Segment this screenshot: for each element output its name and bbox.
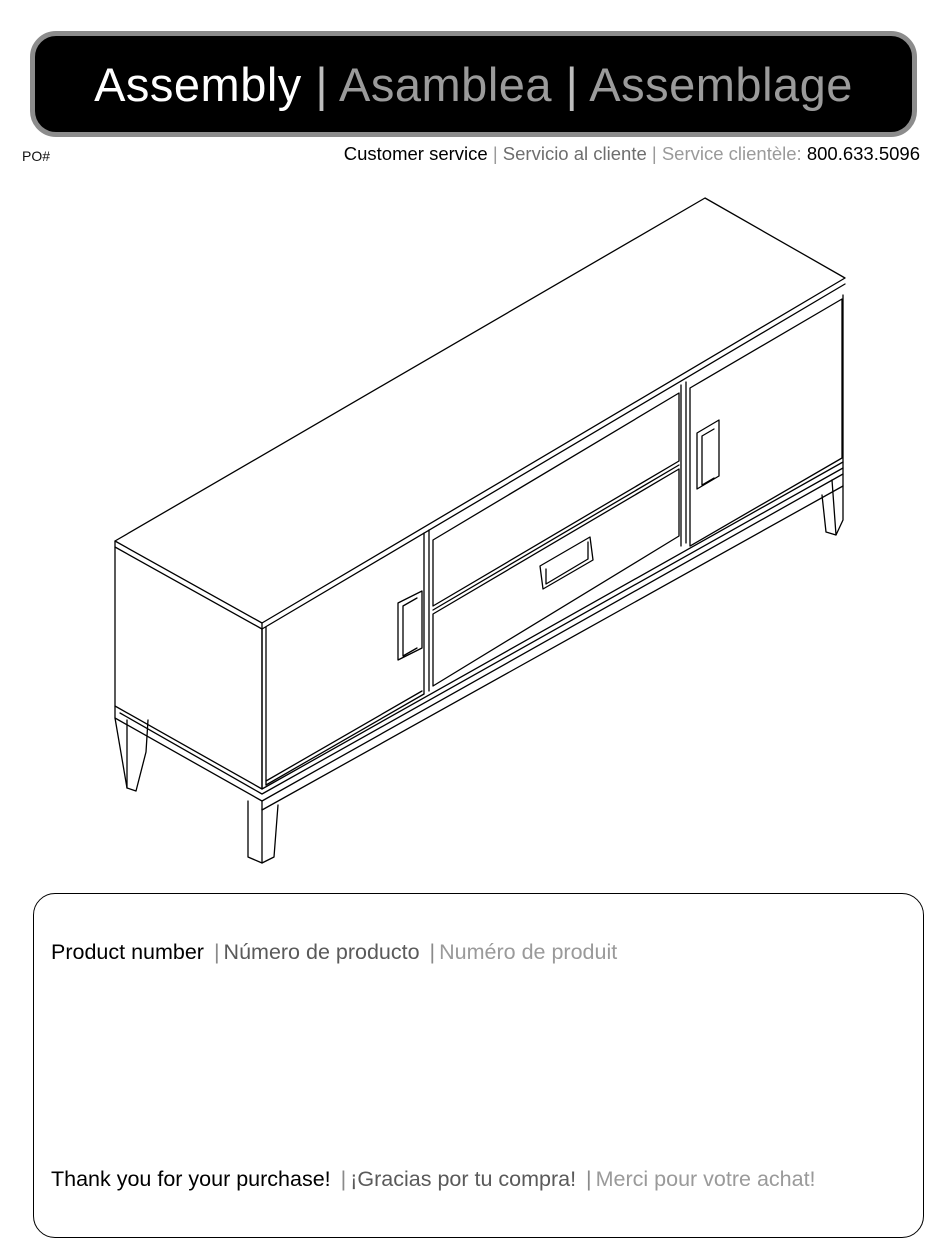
title-french: Assemblage bbox=[589, 57, 853, 111]
thank-you-es: ¡Gracias por tu compra! bbox=[350, 1167, 577, 1191]
customer-service-line bbox=[344, 143, 920, 165]
po-label: PO# bbox=[22, 148, 51, 164]
thank-you-line bbox=[51, 1167, 816, 1192]
thank-you-en: Thank you for your purchase! bbox=[51, 1167, 331, 1191]
separator: | bbox=[340, 1167, 347, 1191]
front-divider-left bbox=[424, 530, 429, 694]
customer-service-label-fr: Service clientèle: bbox=[661, 143, 802, 164]
title-separator: | bbox=[565, 57, 579, 111]
customer-service-label-es: Servicio al cliente bbox=[502, 143, 647, 164]
page-title bbox=[94, 57, 853, 112]
front-divider-right bbox=[681, 382, 686, 546]
customer-service-label-en: Customer service bbox=[343, 143, 488, 164]
cabinet-top bbox=[115, 198, 845, 623]
left-door-handle bbox=[398, 591, 422, 660]
separator: | bbox=[586, 1167, 592, 1191]
separator: | bbox=[492, 143, 498, 164]
product-number-label-en: Product number bbox=[51, 940, 204, 964]
title-english: Assembly bbox=[94, 57, 302, 111]
leg-back-left bbox=[115, 718, 148, 791]
customer-service-phone: 800.633.5096 bbox=[806, 143, 920, 164]
title-spanish: Asamblea bbox=[339, 57, 553, 111]
title-separator: | bbox=[315, 57, 329, 111]
right-door-handle bbox=[697, 420, 719, 489]
drawer-handle bbox=[540, 537, 593, 589]
thank-you-fr: Merci pour votre achat! bbox=[595, 1167, 816, 1191]
product-number-line bbox=[51, 940, 617, 965]
tv-stand-cabinet-icon bbox=[100, 190, 860, 870]
separator: | bbox=[651, 143, 657, 164]
separator: | bbox=[429, 940, 436, 964]
header-banner bbox=[30, 31, 917, 137]
product-info-box bbox=[33, 893, 924, 1238]
product-number-label-es: Número de producto bbox=[223, 940, 420, 964]
product-number-label-fr: Numéro de produit bbox=[439, 940, 618, 964]
leg-front-left bbox=[248, 801, 278, 863]
separator: | bbox=[213, 940, 220, 964]
